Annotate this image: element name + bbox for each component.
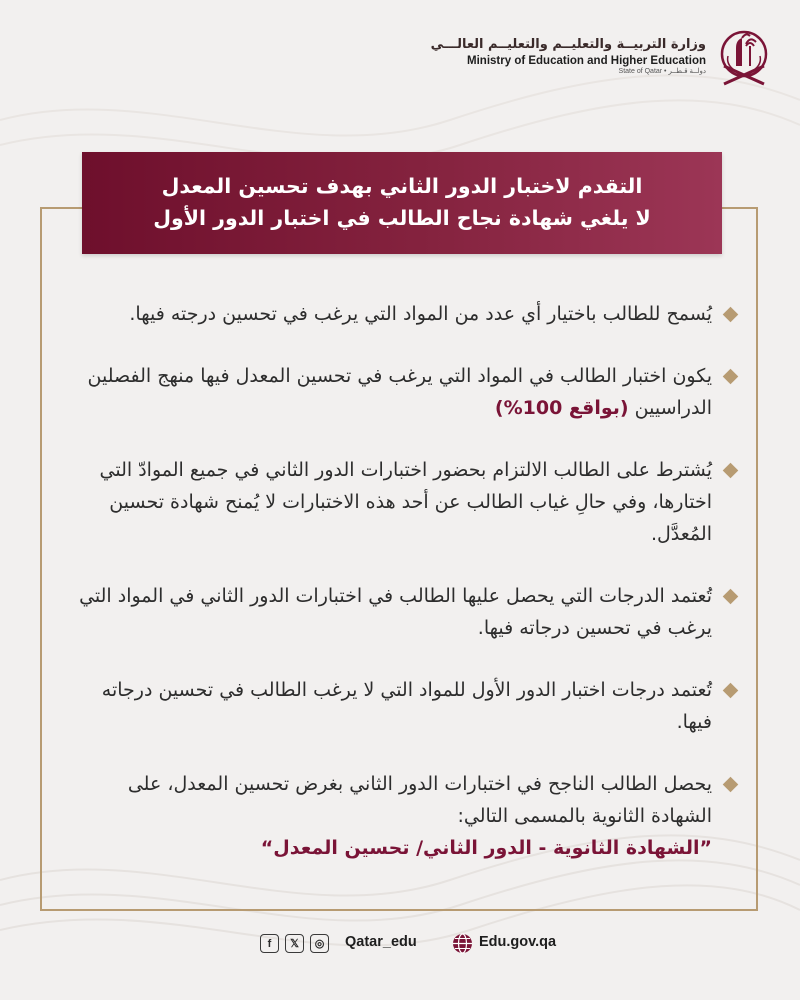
bullet-text: يُسمح للطالب باختيار أي عدد من المواد التي يرغب في تحسين درجته فيها. [129, 303, 712, 325]
diamond-bullet-icon [723, 463, 739, 479]
globe-icon [452, 933, 473, 954]
social-handle-link[interactable]: Qatar_edu [345, 934, 417, 950]
footer [0, 932, 800, 962]
bullet-text: يحصل الطالب الناجح في اختبارات الدور الثاني بغرض تحسين المعدل، على الشهادة الثانوية بالمسمى التالي: [127, 773, 712, 827]
bullet-text: يكون اختبار الطالب في المواد التي يرغب في تحسين المعدل فيها منهج الفصلين الدراسيين [87, 365, 712, 419]
banner-title-line-1: التقدم لاختبار الدور الثاني بهدف تحسين المعدل [161, 174, 643, 199]
facebook-icon[interactable]: f [260, 934, 279, 953]
list-item [74, 768, 740, 864]
ministry-logo [431, 26, 772, 88]
list-item [74, 580, 740, 644]
website-link[interactable]: Edu.gov.qa [479, 934, 557, 950]
bullet-highlight: (بواقع 100%) [494, 397, 629, 419]
banner-title-line-2: لا يلغي شهادة نجاح الطالب في اختبار الدور الأول [153, 206, 651, 230]
diamond-bullet-icon [723, 777, 739, 793]
list-item [74, 298, 740, 330]
list-item [74, 454, 740, 550]
x-icon[interactable]: 𝕏 [285, 934, 304, 953]
qatar-emblem-icon [716, 26, 772, 88]
rules-list [74, 298, 740, 864]
ministry-name-arabic: وزارة التربيــة والتعليــم والتعليــم العالـــي [430, 37, 706, 53]
title-banner [82, 152, 722, 254]
list-item [74, 360, 740, 424]
state-of-qatar-label: State of Qatar • دولــة قـطــر [618, 67, 706, 75]
bullet-text: تُعتمد الدرجات التي يحصل عليها الطالب في اختبارات الدور الثاني في المواد التي يرغب في تحسين درجاته فيها. [79, 585, 712, 639]
certificate-title-highlight: ”الشهادة الثانوية - الدور الثاني/ تحسين المعدل“ [260, 837, 712, 859]
diamond-bullet-icon [723, 369, 739, 385]
bullet-text: يُشترط على الطالب الالتزام بحضور اختبارات الدور الثاني في جميع الموادّ التي اختارها، وفي حالِ غياب الطالب عن أحد هذه الاختبارات لا يُمنح شهادة تحسين المُعدَّل. [99, 459, 712, 545]
instagram-icon[interactable]: ◎ [310, 934, 329, 953]
ministry-name-block [431, 37, 706, 76]
ministry-name-english: Ministry of Education and Higher Education [467, 54, 706, 67]
social-links [260, 934, 329, 953]
diamond-bullet-icon [723, 307, 739, 323]
diamond-bullet-icon [723, 589, 739, 605]
diamond-bullet-icon [723, 683, 739, 699]
list-item [74, 674, 740, 738]
bullet-text: تُعتمد درجات اختبار الدور الأول للمواد التي لا يرغب الطالب في تحسين درجاته فيها. [101, 679, 712, 733]
